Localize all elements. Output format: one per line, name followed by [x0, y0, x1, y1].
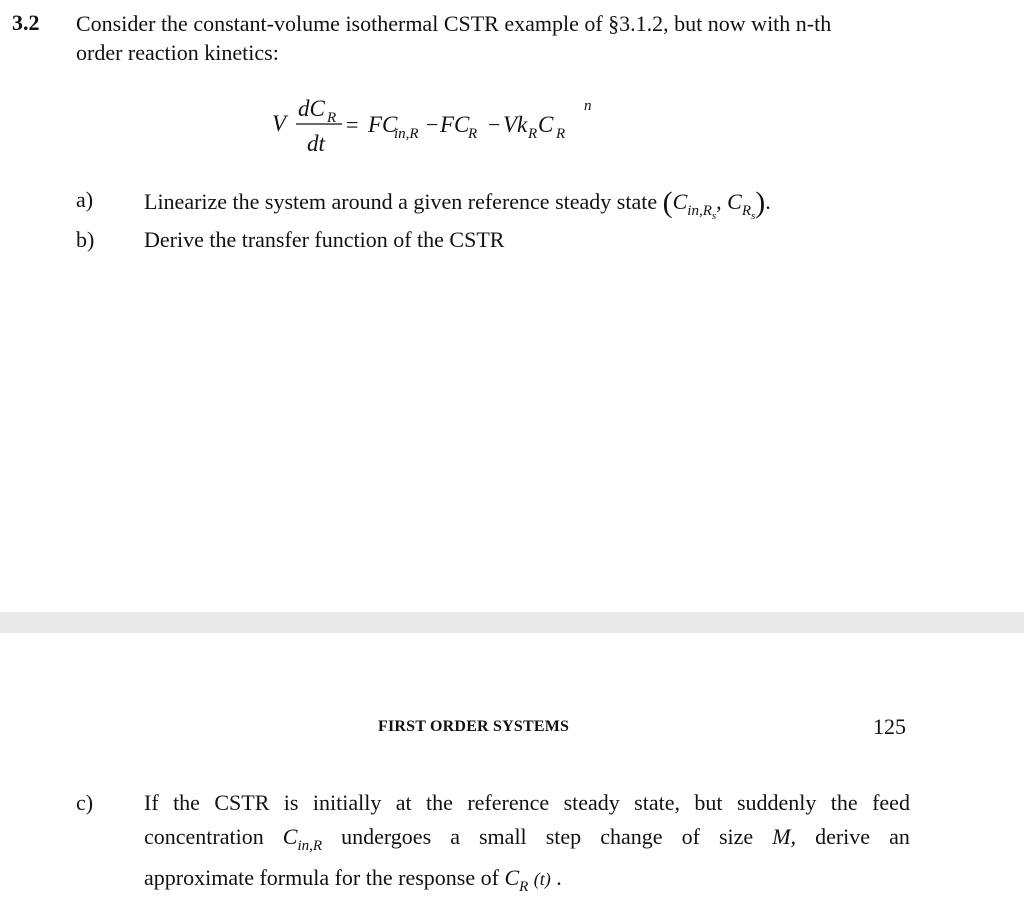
eq-term3-sub: R	[528, 126, 538, 142]
running-head: FIRST ORDER SYSTEMS	[378, 718, 570, 735]
eq-term3: Vk	[503, 112, 528, 137]
eq-lhs-coeff: V	[272, 111, 287, 136]
eq-term3b: C	[538, 112, 554, 137]
item-c-line-3-math-c: C	[504, 865, 520, 890]
item-c-word: an	[889, 824, 910, 849]
eq-frac-den: dt	[307, 131, 325, 156]
problem-intro-line-1: Consider the constant-volume isothermal CSTR example of §3.1.2, but now with n-th	[76, 11, 832, 36]
item-a-comma: ,	[716, 189, 722, 214]
item-c-word: reference	[467, 790, 550, 815]
item-a-label: a)	[76, 187, 94, 212]
item-a-math-c1: C	[672, 189, 688, 214]
eq-term1: FC	[368, 112, 398, 137]
item-c-word: concentration	[144, 824, 264, 849]
item-b-text: Derive the transfer function of the CSTR	[144, 227, 505, 252]
item-c-math-cin	[283, 823, 322, 854]
item-c-word: change	[600, 824, 663, 849]
item-c-word: a	[450, 824, 460, 849]
item-a-close-paren: )	[755, 186, 766, 219]
item-c-word: steady	[563, 790, 620, 815]
eq-term2-sub: R	[468, 126, 478, 142]
item-c-line-3-text: approximate formula for the response of	[144, 865, 499, 890]
item-c-word: initially	[312, 790, 382, 815]
item-c-word: feed	[872, 790, 910, 815]
item-c-line-3	[144, 864, 562, 895]
problem-number: 3.2	[12, 10, 40, 35]
item-a-math-c1-sub: in,R	[687, 203, 712, 219]
problem-intro-line-2: order reaction kinetics:	[76, 40, 279, 65]
eq-term1-sub: in,R	[394, 126, 419, 142]
eq-equals: =	[346, 112, 359, 137]
item-c-line-3-math-c-sub: R	[519, 879, 529, 895]
item-a-end: .	[765, 189, 771, 214]
item-a-open-paren: (	[662, 186, 673, 219]
item-b-label: b)	[76, 227, 95, 252]
item-c-word: size	[718, 824, 754, 849]
display-equation	[250, 92, 630, 162]
item-c-line-3-end: .	[556, 865, 562, 890]
item-c-math-m: M,	[772, 824, 797, 849]
eq-frac-num-sub: R	[327, 110, 337, 126]
item-c-word: the	[173, 790, 200, 815]
item-c-line-1	[144, 789, 910, 817]
item-c-word: is	[283, 790, 299, 815]
item-a-math-c2: C	[727, 189, 742, 214]
item-c-word: at	[395, 790, 412, 815]
eq-minus1: −	[426, 112, 439, 137]
item-c-word: state,	[634, 790, 680, 815]
item-a-math-c2-sub: R	[741, 203, 752, 219]
item-c-word: suddenly	[736, 790, 817, 815]
page-number: 125	[873, 714, 906, 739]
item-a-math-c2-subsub: s	[751, 210, 756, 222]
page-break-band	[0, 612, 1024, 633]
eq-minus2: −	[488, 112, 501, 137]
item-c-math-c-sub: in,R	[297, 838, 323, 854]
item-c-word: the	[830, 790, 858, 815]
item-c-math-c: C	[282, 824, 298, 849]
item-c-line-2	[144, 823, 910, 854]
item-c-word: derive	[815, 824, 871, 849]
item-c-label: c)	[76, 790, 94, 815]
item-c-word: of	[681, 824, 700, 849]
item-c-word: step	[545, 824, 582, 849]
item-c-line-3-arg: (t)	[533, 869, 551, 889]
item-a-sentence: Linearize the system around a given reference steady state	[144, 189, 658, 214]
item-c-word: undergoes	[341, 824, 432, 849]
item-c-word: the	[426, 790, 453, 815]
item-c-word: CSTR	[214, 790, 270, 815]
item-c-word: small	[479, 824, 527, 849]
item-a-math-c1-subsub: s	[711, 210, 717, 222]
item-c-word: but	[694, 790, 723, 815]
item-c-word: If	[144, 790, 159, 815]
eq-term2: FC	[440, 112, 470, 137]
item-a-text	[144, 186, 771, 220]
eq-term3b-sub: R	[556, 126, 566, 142]
eq-term3b-sup: n	[584, 98, 592, 114]
eq-frac-num: dC	[298, 96, 325, 121]
